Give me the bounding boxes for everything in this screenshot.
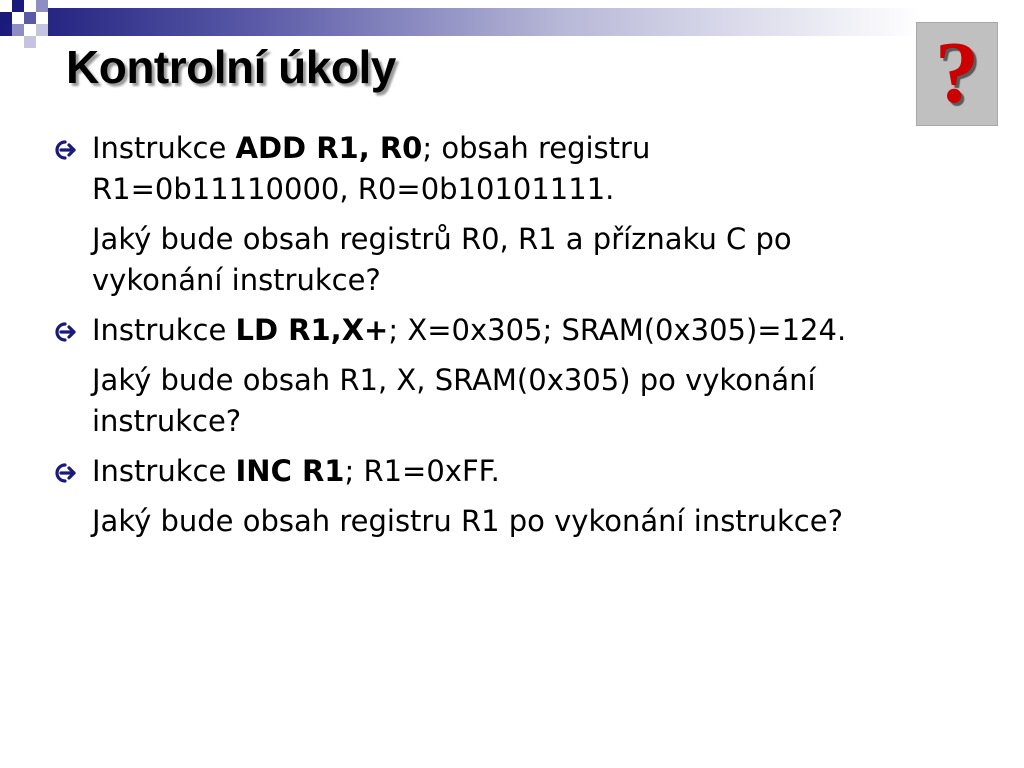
list-item: [52, 451, 1012, 542]
list-item: [52, 310, 1012, 442]
arrow-right-circle-icon: [52, 139, 78, 161]
instruction-code: INC R1: [235, 454, 345, 488]
item-text: Instrukce ADD R1, R0; obsah registru: [92, 131, 651, 165]
item-text: Instrukce LD R1,X+; X=0x305; SRAM(0x305)=124.: [92, 313, 847, 347]
item-text-line2: R1=0b11110000, R0=0b10101111.: [92, 172, 615, 206]
item-question: Jaký bude obsah registrů R0, R1 a příznaku C po vykonání instrukce?: [92, 222, 792, 297]
list-item: [52, 128, 1012, 301]
instruction-code: LD R1,X+: [235, 313, 389, 347]
help-question-box: [916, 22, 998, 126]
slide-title: Kontrolní úkoly: [66, 41, 396, 93]
arrow-right-circle-icon: [52, 321, 78, 343]
arrow-right-circle-icon: [52, 462, 78, 484]
header-band: [0, 8, 1024, 36]
item-question: Jaký bude obsah registru R1 po vykonání instrukce?: [92, 504, 843, 538]
question-mark-icon: ?: [935, 25, 979, 122]
item-question: Jaký bude obsah R1, X, SRAM(0x305) po vykonání instrukce?: [92, 363, 816, 438]
slide-content: [52, 128, 1012, 551]
instruction-code: ADD R1, R0: [235, 131, 423, 165]
item-text: Instrukce INC R1; R1=0xFF.: [92, 454, 500, 488]
